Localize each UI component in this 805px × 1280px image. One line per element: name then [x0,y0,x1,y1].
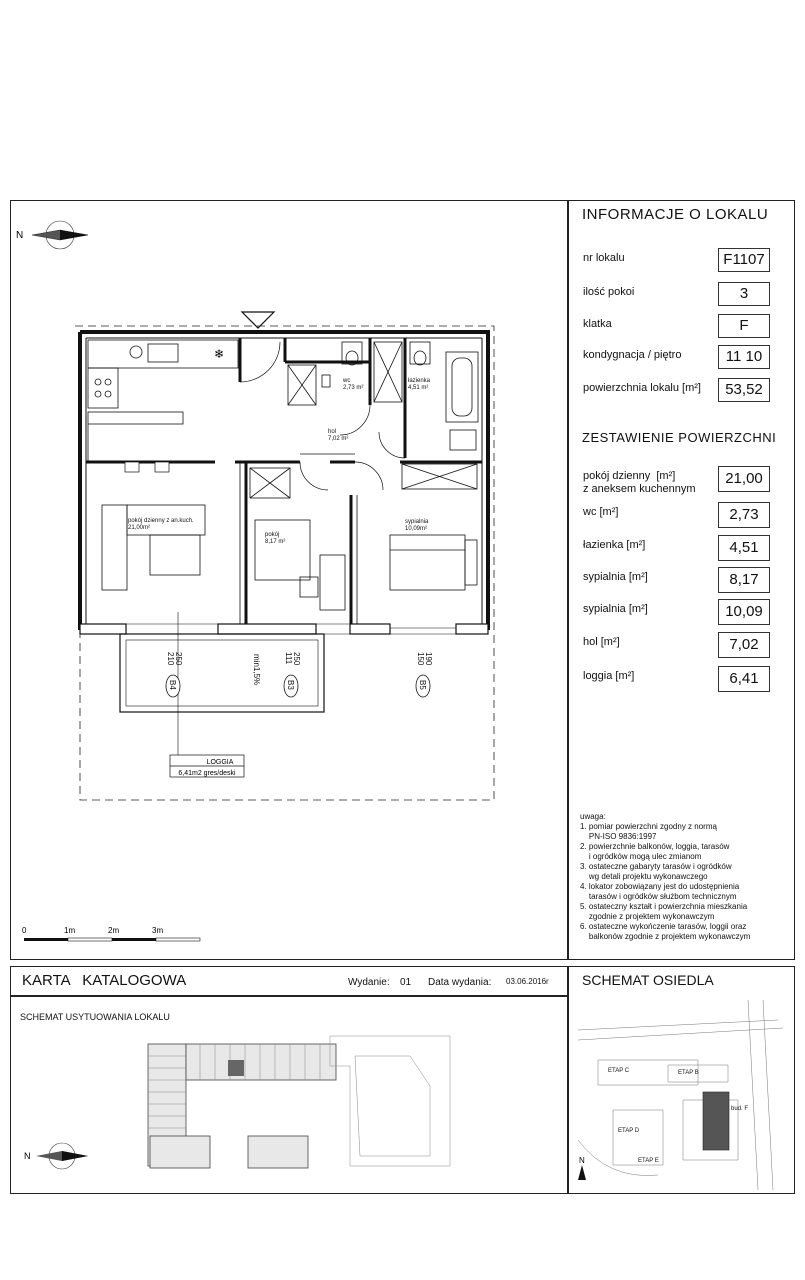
dim-d2b: 250 [292,652,301,666]
room-label-wc: wc 2,73 m² [343,378,364,391]
area-row-value: 10,09 [718,599,770,625]
area-row-label: hol [m²] [583,636,620,648]
usage-title: SCHEMAT USYTUOWANIA LOKALU [20,1012,170,1022]
loggia-value: 6,41m2 gres/deski [178,770,236,777]
date-value: 03.06.2016r [506,977,549,986]
notes-items [580,822,790,942]
area-row-label: loggia [m²] [583,670,635,682]
info-row-label: klatka [583,318,612,330]
area-row-label: sypialnia [m²] [583,603,648,615]
notes [580,812,790,942]
bud-f-label: bud. F [731,1106,749,1112]
room-label-hall: hol 7,02 m² [328,429,349,442]
room-label-bed2: sypialnia 10,09m² [405,519,429,532]
estate-title: SCHEMAT OSIEDLA [582,972,714,988]
area-row-value: 2,73 [718,502,770,528]
info-row-value: 3 [718,282,770,306]
room-label-bed1: pokój 8,17 m² [265,532,286,545]
window-tag-b4: B4 [168,680,177,690]
loggia-label: LOGGIA [206,759,234,766]
scale-bar [22,926,200,941]
north-arrow-icon [36,1143,88,1169]
estate-schematic [568,990,795,1194]
areas-title: ZESTAWIENIE POWIERZCHNI [582,430,777,445]
scale-3: 3m [152,926,164,935]
edition-label: Wydanie: [348,977,390,988]
etap-b-label: ETAP B [678,1070,699,1076]
notes-title: uwaga: [580,812,606,821]
info-row-value: 11 10 [718,345,770,369]
area-row-value: 8,17 [718,567,770,593]
room-label-bath: łazienka 4,51 m² [408,378,431,391]
area-row-label: wc [m²] [583,506,619,518]
area-row-value: 4,51 [718,535,770,561]
window-tag-b5: B5 [418,680,427,690]
dim-d3b: 190 [424,652,433,666]
area-row-value: 7,02 [718,632,770,658]
north-label: N [16,230,24,241]
scale-1: 1m [64,926,76,935]
etap-d-label: ETAP D [618,1128,640,1134]
usage-schematic [10,996,568,1194]
floor-plan [10,200,568,960]
area-row-label: łazienka [m²] [583,539,646,551]
card-title: KARTA KATALOGOWA [22,972,187,989]
area-row-value: 21,00 [718,466,770,492]
room-label-living: pokój dzienny z an.kuch. 21,00m² [128,518,194,531]
note-item: 6. ostateczne wykończenie tarasów, loggii oraz balkonów zgodnie z projektem wykonawczym [580,922,751,941]
info-row-value: F [718,314,770,338]
estate-north-label: N [579,1156,585,1165]
info-row-label: powierzchnia lokalu [m²] [583,382,701,394]
edition-value: 01 [400,977,412,988]
scale-2: 2m [108,926,120,935]
dim-d1: 210 [166,652,175,666]
note-item: 4. lokator zobowiązany jest do udostępnienia tarasów i ogródków służbom technicznym [580,882,740,901]
north-arrow-icon [578,1165,586,1180]
date-label: Data wydania: [428,977,492,988]
etap-e-label: ETAP E [638,1158,659,1164]
note-item: 1. pomiar powierzchni zgodny z normą PN-ISO 9836:1997 [580,822,717,841]
usage-north-label: N [24,1151,31,1161]
note-item: 3. ostateczne gabaryty tarasów i ogródków wg detali projektu wykonawczego [580,862,732,881]
note-item: 2. powierzchnie balkonów, loggia, tarasów i ogródków mogą ulec zmianom [580,842,730,861]
area-row-label: sypialnia [m²] [583,571,648,583]
window-tag-b3: B3 [286,680,295,690]
etap-c-label: ETAP C [608,1068,630,1074]
note-item: 5. ostateczny kształt i powierzchnia mieszkania zgodnie z projektem wykonawczym [580,902,748,921]
dim-d2: 111 [284,652,293,665]
info-row-label: kondygnacja / piętro [583,349,682,361]
info-row-label: ilość pokoi [583,286,635,298]
scale-0: 0 [22,926,27,935]
fridge-icon: ❄ [214,347,225,361]
area-row-label: pokój dzienny [m²] z aneksem kuchennym [583,470,696,495]
north-arrow-icon [16,221,88,249]
info-row-value: 53,52 [718,378,770,402]
info-title: INFORMACJE O LOKALU [582,206,769,223]
info-row-label: nr lokalu [583,252,625,264]
dim-d1b: 250 [174,652,183,666]
info-row-value: F1107 [718,248,770,272]
area-row-value: 6,41 [718,666,770,692]
dim-d3: 150 [416,652,425,666]
dim-slope: min1,5% [252,654,261,686]
